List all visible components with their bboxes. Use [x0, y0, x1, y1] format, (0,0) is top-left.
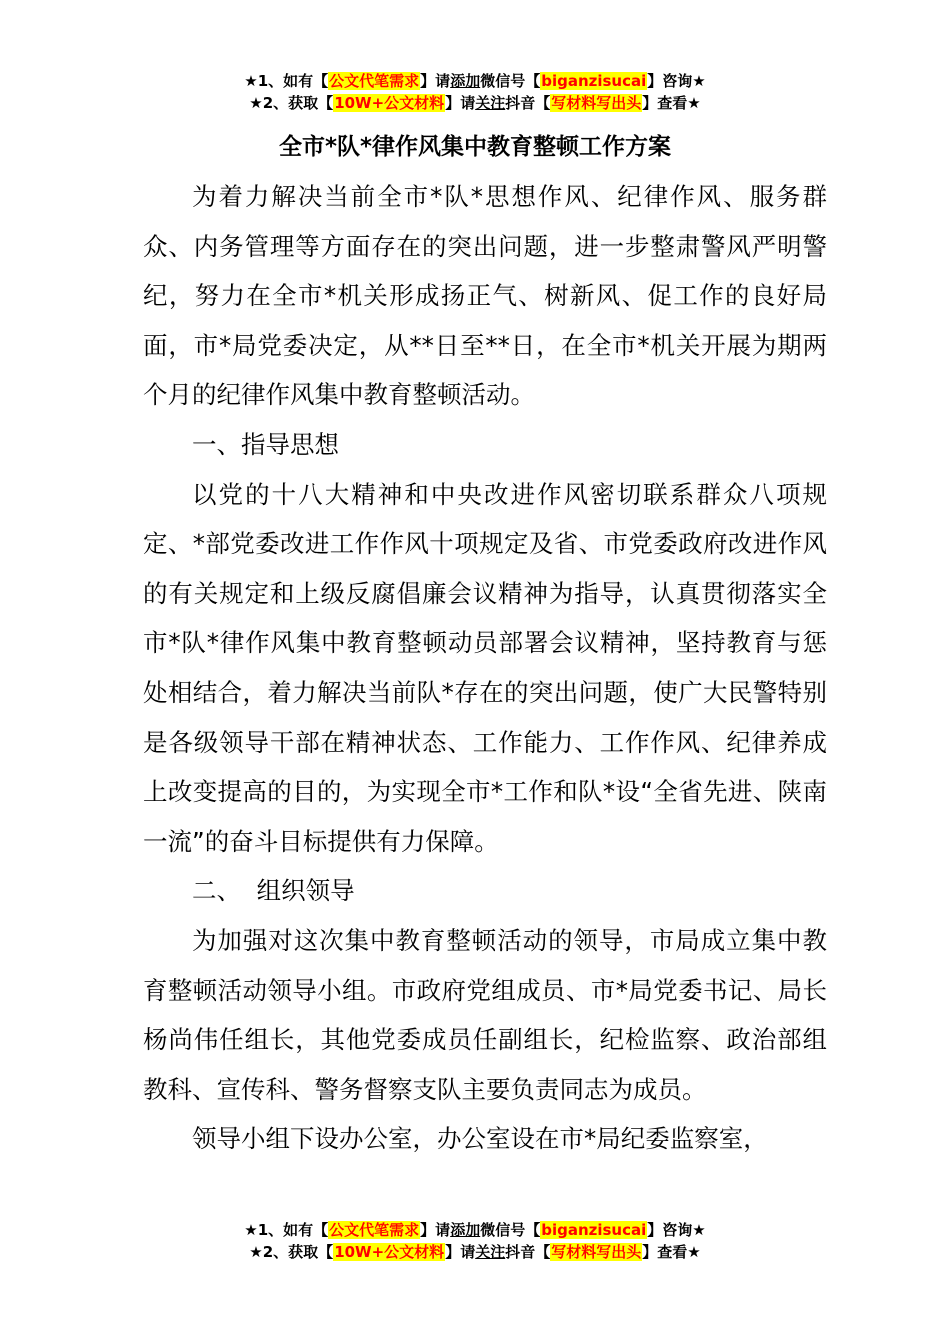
underlined-add: 添加 [450, 72, 481, 90]
highlight-douyin-account: 写材料写出头 [551, 94, 642, 112]
highlight-materials: 10W+公文材料 [334, 1243, 445, 1261]
highlight-materials: 10W+公文材料 [334, 94, 445, 112]
promo-text: 】查看★ [642, 1243, 701, 1261]
guiding-ideology-paragraph: 以党的十八大精神和中央改进作风密切联系群众八项规定、*部党委改进工作作风十项规定及省、市党委政府改进作风的有关规定和上级反腐倡廉会议精神为指导，认真贯彻落实全市*队*律作风集中教育整顿动员部署会议精神，坚持教育与惩处相结合，着力解决当前队*存在的突出问题，使广大民警特别是各级领导干部在精神状态、工作能力、工作作风、纪律养成上改变提高的目的，为实现全市*工作和队*设“全省先进、陕南一流”的奋斗目标提供有力保障。 [143, 479, 827, 856]
promo-line-1 [0, 1219, 950, 1241]
office-paragraph: 领导小组下设办公室，办公室设在市*局纪委监察室， [192, 1124, 768, 1154]
document-title: 全市*队*律作风集中教育整顿工作方案 [278, 134, 672, 160]
organization-paragraph: 为加强对这次集中教育整顿活动的领导，市局成立集中教育整顿活动领导小组。市政府党组成员、市*局党委书记、局长杨尚伟任组长，其他党委成员任副组长，纪检监察、政治部组教科、宣传科、警务督察支队主要负责同志为成员。 [143, 925, 827, 1104]
section-heading-guiding-ideology: 一、指导思想 [192, 429, 339, 459]
promo-text: 】请 [420, 1221, 451, 1239]
highlight-service: 公文代笔需求 [329, 72, 420, 90]
promo-banner-bottom [0, 1219, 950, 1263]
promo-text: 】咨询★ [647, 1221, 706, 1239]
promo-line-2 [0, 92, 950, 114]
highlight-douyin-account: 写材料写出头 [551, 1243, 642, 1261]
promo-text: 微信号【 [480, 72, 541, 90]
underlined-add: 添加 [450, 1221, 481, 1239]
promo-text: 】请 [445, 94, 476, 112]
document-body [143, 172, 827, 1164]
promo-text: 】请 [420, 72, 451, 90]
promo-line-1 [0, 70, 950, 92]
promo-text: ★1、如有【 [244, 72, 329, 90]
intro-paragraph: 为着力解决当前全市*队*思想作风、纪律作风、服务群众、内务管理等方面存在的突出问题，进一步整肃警风严明警纪，努力在全市*机关形成扬正气、树新风、促工作的良好局面，市*局党委决定，从**日至**日，在全市*机关开展为期两个月的纪律作风集中教育整顿活动。 [143, 182, 827, 410]
highlight-wechat-id: biganzisucai [541, 72, 647, 90]
highlight-service: 公文代笔需求 [329, 1221, 420, 1239]
section-heading-organization: 二、 组织领导 [192, 876, 355, 906]
underlined-follow: 关注 [475, 1243, 506, 1261]
underlined-follow: 关注 [475, 94, 506, 112]
promo-text: ★2、获取【 [249, 1243, 334, 1261]
promo-text: 抖音【 [505, 1243, 551, 1261]
promo-banner-top [0, 70, 950, 114]
promo-text: ★2、获取【 [249, 94, 334, 112]
promo-text: 】咨询★ [647, 72, 706, 90]
promo-line-2 [0, 1241, 950, 1263]
promo-text: 】查看★ [642, 94, 701, 112]
promo-text: ★1、如有【 [244, 1221, 329, 1239]
promo-text: 】请 [445, 1243, 476, 1261]
highlight-wechat-id: biganzisucai [541, 1221, 647, 1239]
promo-text: 微信号【 [480, 1221, 541, 1239]
promo-text: 抖音【 [505, 94, 551, 112]
